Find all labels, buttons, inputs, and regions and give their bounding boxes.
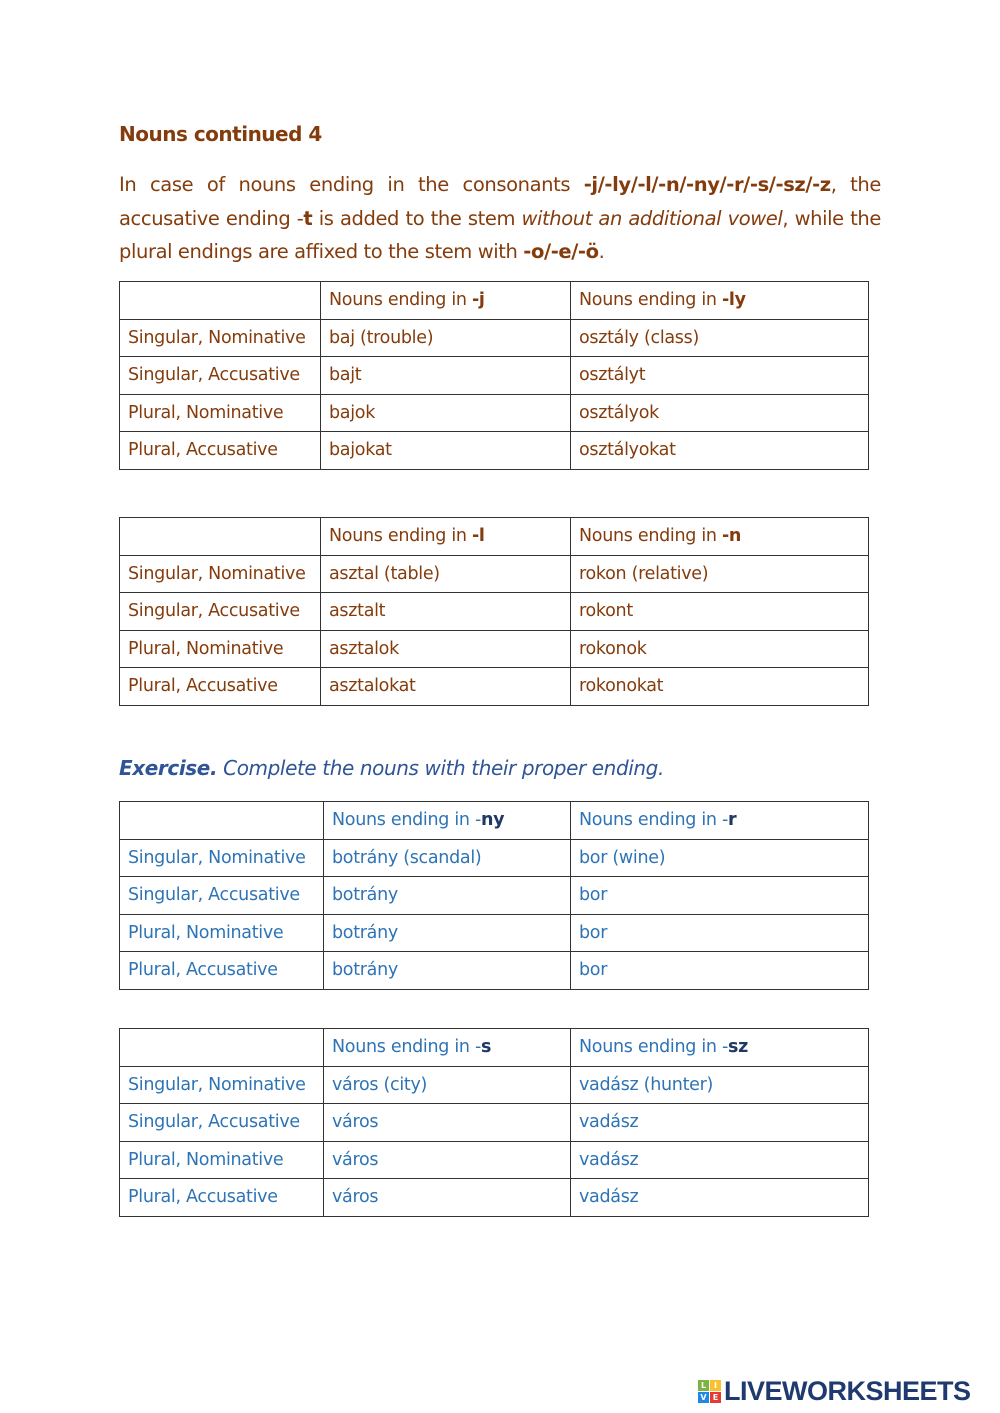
logo-letter-block: E	[710, 1392, 721, 1403]
header-ending: s	[480, 1037, 492, 1058]
row-label: Singular, Nominative	[120, 319, 321, 357]
header-ending: sz	[727, 1037, 748, 1058]
header-ending: ny	[480, 810, 505, 831]
noun-cell: asztal (table)	[321, 555, 571, 593]
row-label: Plural, Accusative	[120, 668, 321, 706]
row-label: Plural, Accusative	[120, 432, 321, 470]
noun-cell: asztalok	[321, 630, 571, 668]
noun-cell[interactable]: város	[324, 1104, 571, 1142]
noun-cell[interactable]: botrány	[324, 952, 571, 990]
row-label: Singular, Nominative	[120, 1066, 324, 1104]
table-header-row	[120, 1029, 869, 1067]
noun-table-4	[119, 1028, 869, 1217]
empty-cell	[120, 282, 321, 320]
column-header	[571, 518, 869, 556]
row-label: Singular, Nominative	[120, 555, 321, 593]
table-row	[120, 668, 869, 706]
intro-bold: t	[303, 206, 313, 230]
logo-letter-block: V	[698, 1392, 709, 1403]
exercise-label: Exercise.	[119, 756, 218, 780]
intro-italic: without an additional vowel	[521, 206, 783, 230]
intro-paragraph	[119, 168, 881, 269]
intro-text: .	[598, 240, 605, 263]
column-header	[324, 1029, 571, 1067]
intro-bold: -j/-ly/-l/-n/-ny/-r/-s/-sz/-z	[583, 173, 831, 196]
header-text: Nouns ending in	[329, 526, 472, 547]
intro-bold: -o/-e/-ö	[523, 240, 599, 263]
empty-cell	[120, 1029, 324, 1067]
row-label: Plural, Nominative	[120, 394, 321, 432]
table-row	[120, 877, 869, 915]
noun-cell[interactable]: bor	[571, 877, 869, 915]
table-row	[120, 555, 869, 593]
intro-text: is added to the stem	[312, 206, 522, 230]
noun-cell[interactable]: vadász	[571, 1104, 869, 1142]
table-row	[120, 1066, 869, 1104]
table-row	[120, 630, 869, 668]
row-label: Singular, Accusative	[120, 1104, 324, 1142]
row-label: Plural, Accusative	[120, 1179, 324, 1217]
row-label: Plural, Accusative	[120, 952, 324, 990]
table-row	[120, 1141, 869, 1179]
table-header-row	[120, 282, 869, 320]
table-row	[120, 394, 869, 432]
noun-table-1	[119, 281, 869, 470]
table-row	[120, 432, 869, 470]
noun-table-3	[119, 801, 869, 990]
noun-cell: asztalt	[321, 593, 571, 631]
table-row	[120, 914, 869, 952]
header-ending: -n	[721, 526, 742, 547]
column-header	[324, 802, 571, 840]
liveworksheets-logo	[698, 1376, 971, 1407]
column-header	[571, 802, 869, 840]
noun-table-2	[119, 517, 869, 706]
header-ending: -ly	[721, 290, 746, 311]
row-label: Plural, Nominative	[120, 630, 321, 668]
column-header	[571, 1029, 869, 1067]
noun-cell[interactable]: vadász	[571, 1141, 869, 1179]
noun-cell: város (city)	[324, 1066, 571, 1104]
row-label: Singular, Accusative	[120, 357, 321, 395]
table-row	[120, 357, 869, 395]
row-label: Plural, Nominative	[120, 1141, 324, 1179]
column-header	[321, 282, 571, 320]
logo-letter-block: L	[698, 1380, 709, 1391]
noun-cell: osztályt	[571, 357, 869, 395]
noun-cell[interactable]: bor	[571, 914, 869, 952]
noun-cell[interactable]: botrány	[324, 914, 571, 952]
row-label: Singular, Accusative	[120, 877, 324, 915]
noun-cell: rokonok	[571, 630, 869, 668]
logo-letter-block: I	[710, 1380, 721, 1391]
noun-cell: osztály (class)	[571, 319, 869, 357]
noun-cell: rokont	[571, 593, 869, 631]
noun-cell: asztalokat	[321, 668, 571, 706]
header-ending: -l	[471, 526, 485, 547]
noun-cell: osztályokat	[571, 432, 869, 470]
header-ending: r	[727, 810, 737, 831]
header-text: Nouns ending in	[329, 290, 472, 311]
noun-cell: baj (trouble)	[321, 319, 571, 357]
header-text: Nouns ending in	[579, 526, 722, 547]
noun-cell: bajokat	[321, 432, 571, 470]
page-title: Nouns continued 4	[119, 122, 322, 146]
intro-text: , while the plural endings are affixed to the stem with	[119, 206, 881, 263]
header-text: Nouns ending in	[579, 290, 722, 311]
noun-cell: bajt	[321, 357, 571, 395]
header-ending: -j	[471, 290, 485, 311]
noun-cell[interactable]: vadász	[571, 1179, 869, 1217]
noun-cell: botrány (scandal)	[324, 839, 571, 877]
column-header	[321, 518, 571, 556]
table-header-row	[120, 518, 869, 556]
table-row	[120, 1104, 869, 1142]
row-label: Singular, Accusative	[120, 593, 321, 631]
header-text: Nouns ending in -	[579, 810, 728, 831]
exercise-text: Complete the nouns with their proper ending.	[217, 756, 664, 780]
column-header	[571, 282, 869, 320]
table-row	[120, 952, 869, 990]
header-text: Nouns ending in -	[579, 1037, 728, 1058]
noun-cell: rokonokat	[571, 668, 869, 706]
noun-cell: bajok	[321, 394, 571, 432]
noun-cell: vadász (hunter)	[571, 1066, 869, 1104]
logo-blocks-icon	[698, 1380, 721, 1403]
exercise-instruction	[119, 756, 664, 780]
noun-cell: rokon (relative)	[571, 555, 869, 593]
intro-text: In case of nouns ending in the consonants	[119, 173, 584, 196]
table-row	[120, 839, 869, 877]
noun-cell[interactable]: város	[324, 1179, 571, 1217]
noun-cell: bor (wine)	[571, 839, 869, 877]
table-row	[120, 1179, 869, 1217]
intro-text: , the accusative ending -	[119, 173, 881, 230]
row-label: Plural, Nominative	[120, 914, 324, 952]
noun-cell[interactable]: bor	[571, 952, 869, 990]
logo-text: LIVEWORKSHEETS	[724, 1376, 971, 1406]
noun-cell: osztályok	[571, 394, 869, 432]
header-text: Nouns ending in -	[332, 810, 481, 831]
table-row	[120, 593, 869, 631]
table-row	[120, 319, 869, 357]
empty-cell	[120, 802, 324, 840]
table-header-row	[120, 802, 869, 840]
header-text: Nouns ending in -	[332, 1037, 481, 1058]
noun-cell[interactable]: város	[324, 1141, 571, 1179]
empty-cell	[120, 518, 321, 556]
noun-cell[interactable]: botrány	[324, 877, 571, 915]
row-label: Singular, Nominative	[120, 839, 324, 877]
